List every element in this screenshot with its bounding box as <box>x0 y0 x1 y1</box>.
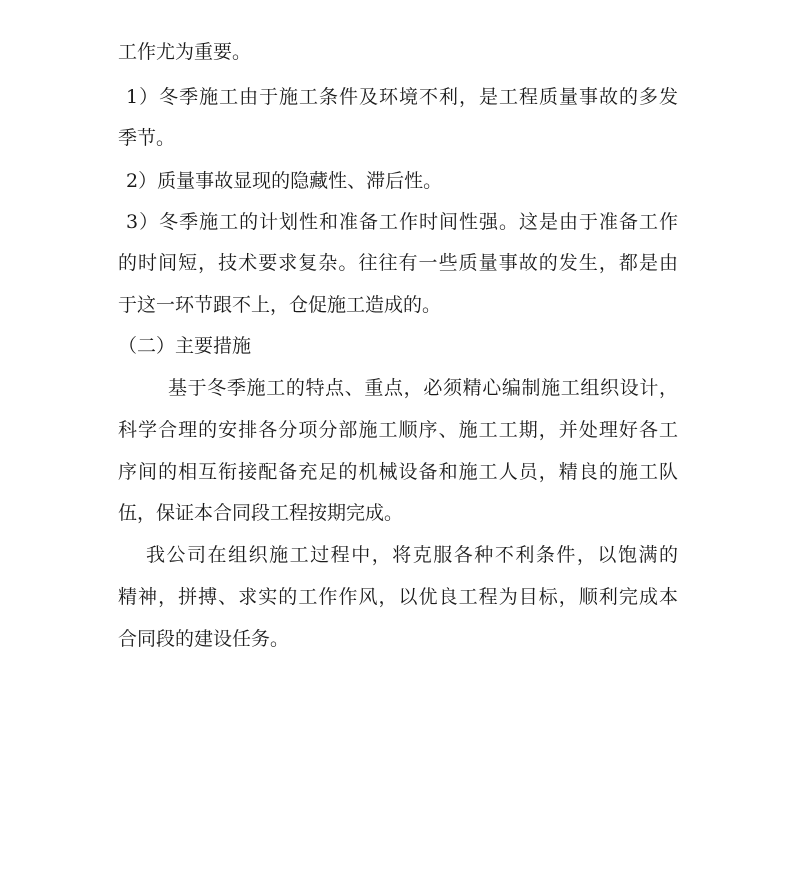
text-line-12: 伍，保证本合同段工程按期完成。 <box>118 502 404 524</box>
text-line-10: 科学合理的安排各分项分部施工顺序、施工工期，并处理好各工 <box>118 419 678 441</box>
text-line-4: 2）质量事故显现的隐藏性、滞后性。 <box>126 170 443 192</box>
text-line-7: 于这一环节跟不上，仓促施工造成的。 <box>118 294 442 316</box>
text-line-15: 合同段的建设任务。 <box>118 628 290 650</box>
text-line-5: 3）冬季施工的计划性和准备工作时间性强。这是由于准备工作 <box>126 211 678 233</box>
text-line-11: 序间的相互衔接配备充足的机械设备和施工人员，精良的施工队 <box>118 461 678 483</box>
text-line-3: 季节。 <box>118 127 176 149</box>
section-heading: （二）主要措施 <box>118 335 252 357</box>
text-line-13: 我公司在组织施工过程中，将克服各种不利条件，以饱满的 <box>146 544 678 566</box>
text-line-1: 工作尤为重要。 <box>118 41 252 63</box>
text-line-6: 的时间短，技术要求复杂。往往有一些质量事故的发生，都是由 <box>118 252 678 274</box>
text-line-9: 基于冬季施工的特点、重点，必须精心编制施工组织设计， <box>168 377 678 399</box>
text-line-2: 1）冬季施工由于施工条件及环境不利，是工程质量事故的多发 <box>126 86 678 108</box>
text-line-14: 精神，拼搏、求实的工作作风，以优良工程为目标，顺利完成本 <box>118 586 678 608</box>
